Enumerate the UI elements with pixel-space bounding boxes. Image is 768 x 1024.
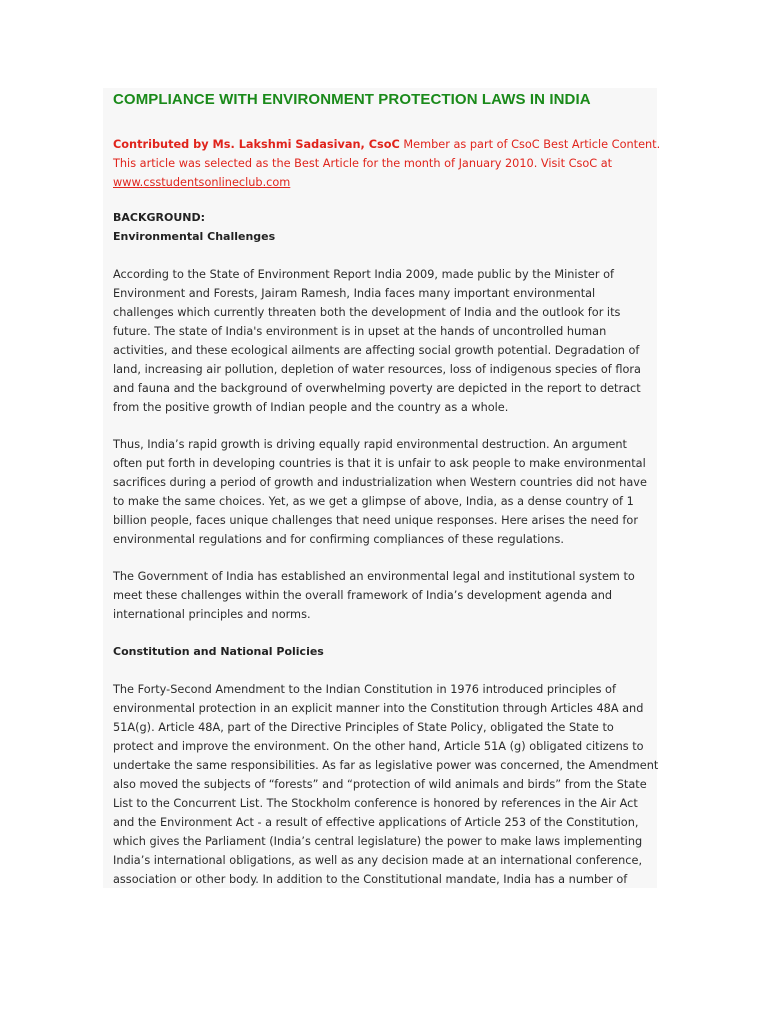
- text-line: environmental protection in an explicit manner into the Constitution through Articles 48A and: [113, 702, 644, 715]
- csoc-website-link[interactable]: www.csstudentsonlineclub.com: [113, 176, 291, 189]
- text-line: also moved the subjects of “forests” and “protection of wild animals and birds” from the State: [113, 778, 647, 791]
- constitution-heading: Constitution and National Policies: [113, 645, 324, 658]
- text-line: future. The state of India's environment is in upset at the hands of uncontrolled human: [113, 325, 607, 338]
- text-line: meet these challenges within the overall framework of India’s development agenda and: [113, 589, 613, 602]
- text-line: association or other body. In addition to the Constitutional mandate, India has a number of: [113, 873, 628, 886]
- intro-line: Member as part of CsoC Best Article Content.: [399, 138, 661, 151]
- paragraph-forty-second-amendment: [113, 680, 659, 889]
- contributor-note: [113, 135, 661, 192]
- text-line: activities, and these ecological ailments are affecting social growth potential. Degradation of: [113, 344, 640, 357]
- paragraph-rapid-growth: [113, 435, 653, 549]
- text-line: and the Environment Act - a result of effective applications of Article 253 of the Constitution,: [113, 816, 639, 829]
- text-line: The Government of India has established an environmental legal and institutional system to: [113, 570, 635, 583]
- text-line: According to the State of Environment Report India 2009, made public by the Minister of: [113, 268, 614, 281]
- text-line: challenges which currently threaten both the development of India and the outlook for its: [113, 306, 621, 319]
- article-title: COMPLIANCE WITH ENVIRONMENT PROTECTION LAWS IN INDIA: [113, 91, 591, 108]
- text-line: Environment and Forests, Jairam Ramesh, India faces many important environmental: [113, 287, 596, 300]
- text-line: Thus, India’s rapid growth is driving equally rapid environmental destruction. An argument: [113, 438, 627, 451]
- contributor-name: Contributed by Ms. Lakshmi Sadasivan, CsoC: [113, 138, 400, 151]
- text-line: international principles and norms.: [113, 608, 311, 621]
- text-line: The Forty-Second Amendment to the Indian Constitution in 1976 introduced principles of: [113, 683, 616, 696]
- text-line: India’s international obligations, as well as any decision made at an international conference,: [113, 854, 643, 867]
- text-line: undertake the same responsibilities. As far as legislative power was concerned, the Amendment: [113, 759, 659, 772]
- text-line: land, increasing air pollution, depletion of water resources, loss of indigenous species of flora: [113, 363, 641, 376]
- paragraph-government: [113, 567, 653, 624]
- text-line: 51A(g). Article 48A, part of the Directive Principles of State Policy, obligated the State to: [113, 721, 614, 734]
- article-content: [103, 88, 661, 888]
- background-heading: BACKGROUND:: [113, 211, 206, 224]
- text-line: List to the Concurrent List. The Stockholm conference is honored by references in the Air Act: [113, 797, 638, 810]
- text-line: environmental regulations and for confirming compliances of these regulations.: [113, 533, 564, 546]
- text-line: often put forth in developing countries is that it is unfair to ask people to make environmental: [113, 457, 646, 470]
- text-line: sacrifices during a period of growth and industrialization when Western countries did not have: [113, 476, 647, 489]
- text-line: to make the same choices. Yet, as we get a glimpse of above, India, as a dense country of 1: [113, 495, 634, 508]
- text-line: and fauna and the background of overwhelming poverty are depicted in the report to detract: [113, 382, 641, 395]
- text-line: from the positive growth of Indian people and the country as a whole.: [113, 401, 509, 414]
- text-line: billion people, faces unique challenges that need unique responses. Here arises the need for: [113, 514, 638, 527]
- intro-line: This article was selected as the Best Article for the month of January 2010. Visit CsoC at: [113, 157, 613, 170]
- text-line: which gives the Parliament (India’s central legislature) the power to make laws implementing: [113, 835, 643, 848]
- paragraph-state-of-environment: [113, 265, 653, 417]
- environmental-challenges-heading: Environmental Challenges: [113, 230, 276, 243]
- text-line: protect and improve the environment. On the other hand, Article 51A (g) obligated citizens to: [113, 740, 644, 753]
